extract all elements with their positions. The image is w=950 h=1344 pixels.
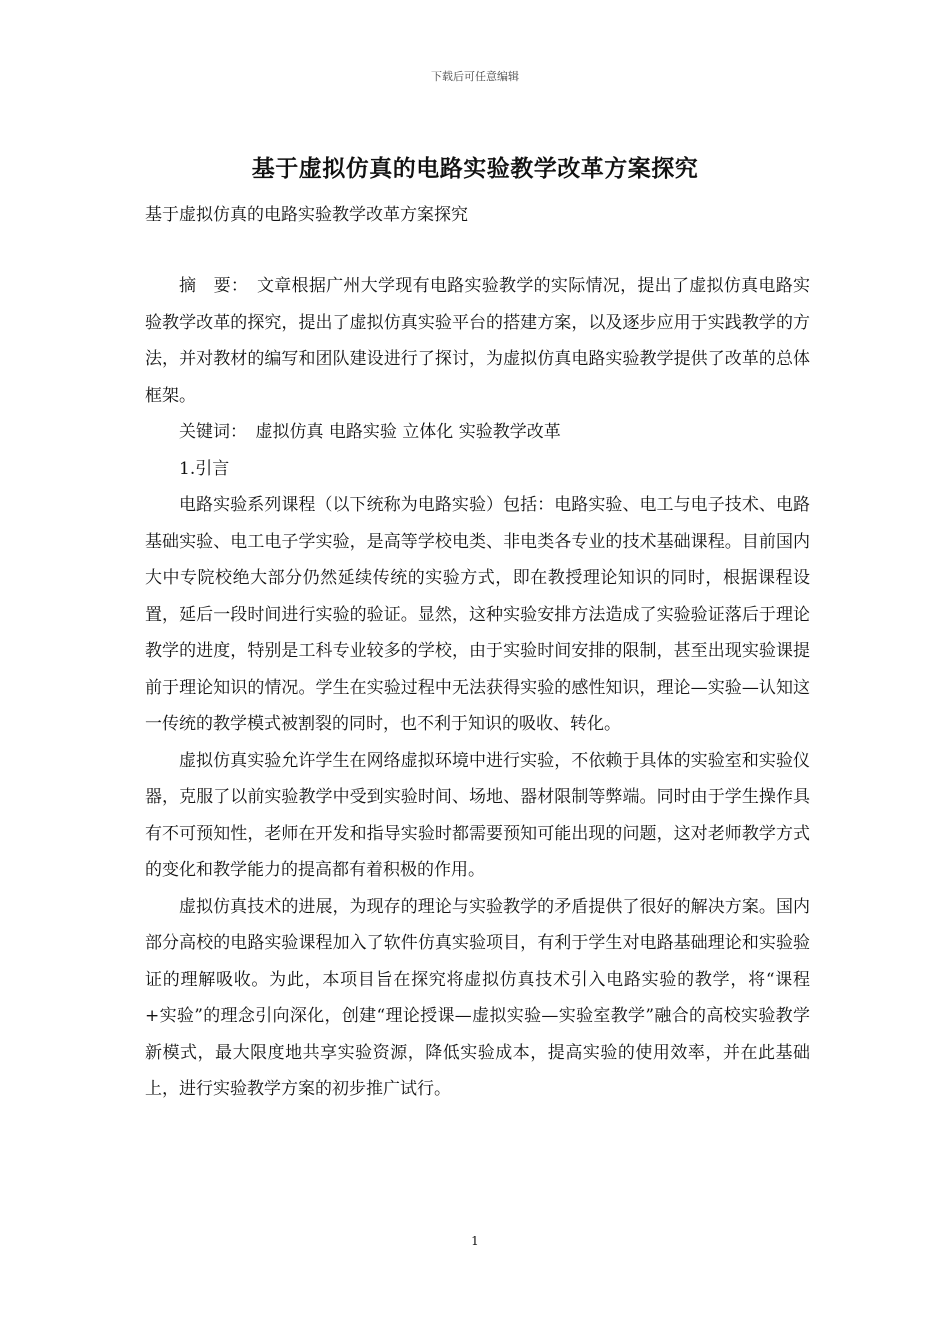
document-body (145, 268, 810, 1108)
header-note: 下载后可任意编辑 (431, 70, 519, 83)
section-heading: 1.引言 (179, 458, 230, 479)
body-paragraph: 虚拟仿真实验允许学生在网络虚拟环境中进行实验，不依赖于具体的实验室和实验仪器，克服了以前实验教学中受到实验时间、场地、器材限制等弊端。同时由于学生操作具有不可预知性，老师在开发和指导实验时都需要预知可能出现的问题，这对老师教学方式的变化和教学能力的提高都有着积极的作用。 (145, 750, 810, 880)
document-subtitle: 基于虚拟仿真的电路实验教学改革方案探究 (145, 205, 468, 225)
keywords-line: 关键词： 虚拟仿真 电路实验 立体化 实验教学改革 (179, 422, 561, 442)
page-number: 1 (471, 1234, 479, 1248)
body-paragraph: 虚拟仿真技术的进展，为现存的理论与实验教学的矛盾提供了很好的解决方案。国内部分高校的电路实验课程加入了软件仿真实验项目，有利于学生对电路基础理论和实验验证的理解吸收。为此，本项目旨在探究将虚拟仿真技术引入电路实验的教学，将“课程+实验”的理念引向深化，创建“理论授课—虚拟实验—实验室教学”融合的高校实验教学新模式，最大限度地共享实验资源，降低实验成本，提高实验的使用效率，并在此基础上，进行实验教学方案的初步推广试行。 (145, 896, 810, 1099)
abstract-paragraph: 摘 要： 文章根据广州大学现有电路实验教学的实际情况，提出了虚拟仿真电路实验教学改革的探究，提出了虚拟仿真实验平台的搭建方案，以及逐步应用于实践教学的方法，并对教材的编写和团队建设进行了探讨，为虚拟仿真电路实验教学提供了改革的总体框架。 (145, 276, 810, 406)
document-title: 基于虚拟仿真的电路实验教学改革方案探究 (251, 155, 699, 182)
body-paragraph: 电路实验系列课程（以下统称为电路实验）包括：电路实验、电工与电子技术、电路基础实验、电工电子学实验，是高等学校电类、非电类各专业的技术基础课程。目前国内大中专院校绝大部分仍然延续传统的实验方式，即在教授理论知识的同时，根据课程设置，延后一段时间进行实验的验证。显然，这种实验安排方法造成了实验验证落后于理论教学的进度，特别是工科专业较多的学校，由于实验时间安排的限制，甚至出现实验课提前于理论知识的情况。学生在实验过程中无法获得实验的感性知识，理论—实验—认知这一传统的教学模式被割裂的同时，也不利于知识的吸收、转化。 (145, 495, 810, 734)
